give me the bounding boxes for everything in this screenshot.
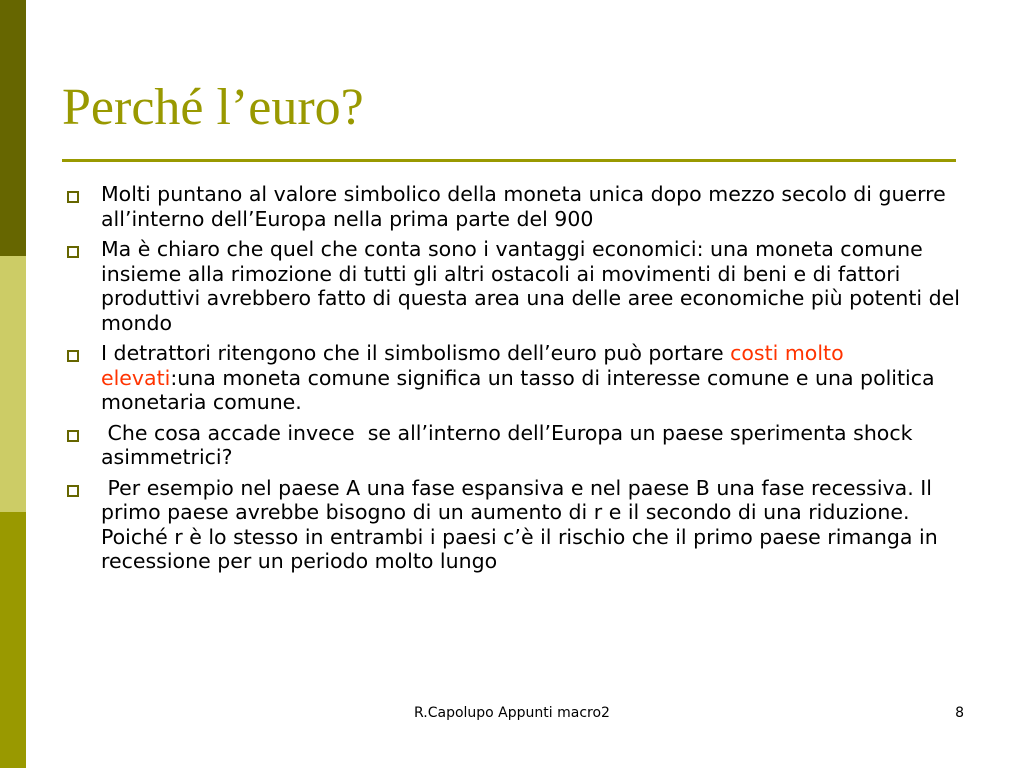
square-bullet-icon bbox=[67, 246, 79, 258]
decor-stripe-bottom bbox=[0, 512, 26, 768]
square-bullet-icon bbox=[67, 430, 79, 442]
decor-stripe-top bbox=[0, 0, 26, 256]
bullet-item bbox=[62, 421, 962, 470]
square-bullet-icon bbox=[67, 350, 79, 362]
bullet-text: Molti puntano al valore simbolico della moneta unica dopo mezzo secolo di guerre all’interno dell’Europa nella prima parte del 900 bbox=[101, 182, 946, 231]
bullet-item bbox=[62, 182, 962, 231]
bullet-text: :una moneta comune significa un tasso di interesse comune e una politica monetaria comune. bbox=[101, 365, 935, 414]
page-number: 8 bbox=[955, 705, 964, 721]
square-bullet-icon bbox=[67, 191, 79, 203]
title-underline bbox=[62, 159, 956, 162]
highlighted-text: costi molto elevati bbox=[101, 341, 844, 390]
footer-text: R.Capolupo Appunti macro2 bbox=[414, 705, 610, 721]
bullet-text: I detrattori ritengono che il simbolismo dell’euro può portare bbox=[101, 341, 731, 365]
bullet-item bbox=[62, 237, 962, 335]
bullet-text: Ma è chiaro che quel che conta sono i vantaggi economici: una moneta comune insieme alla rimozione di tutti gli altri ostacoli ai movimenti di beni e di fattori produttivi avrebbero fatto di questa area una delle aree economiche più potenti del mondo bbox=[101, 237, 960, 335]
square-bullet-icon bbox=[67, 485, 79, 497]
decor-stripe-middle bbox=[0, 256, 26, 512]
slide-title: Perché l’euro? bbox=[62, 79, 364, 136]
bullet-text: Che cosa accade invece se all’interno dell’Europa un paese sperimenta shock asimmetrici? bbox=[101, 420, 920, 469]
bullet-text: Per esempio nel paese A una fase espansiva e nel paese B una fase recessiva. Il primo paese avrebbe bisogno di un aumento di r e il secondo di una riduzione. Poiché r è lo stesso in entrambi i paesi c’è il rischio che il primo paese rimanga in recessione per un periodo molto lungo bbox=[101, 475, 945, 573]
bullet-list bbox=[62, 182, 962, 580]
bullet-item bbox=[62, 476, 962, 574]
bullet-item bbox=[62, 341, 962, 415]
